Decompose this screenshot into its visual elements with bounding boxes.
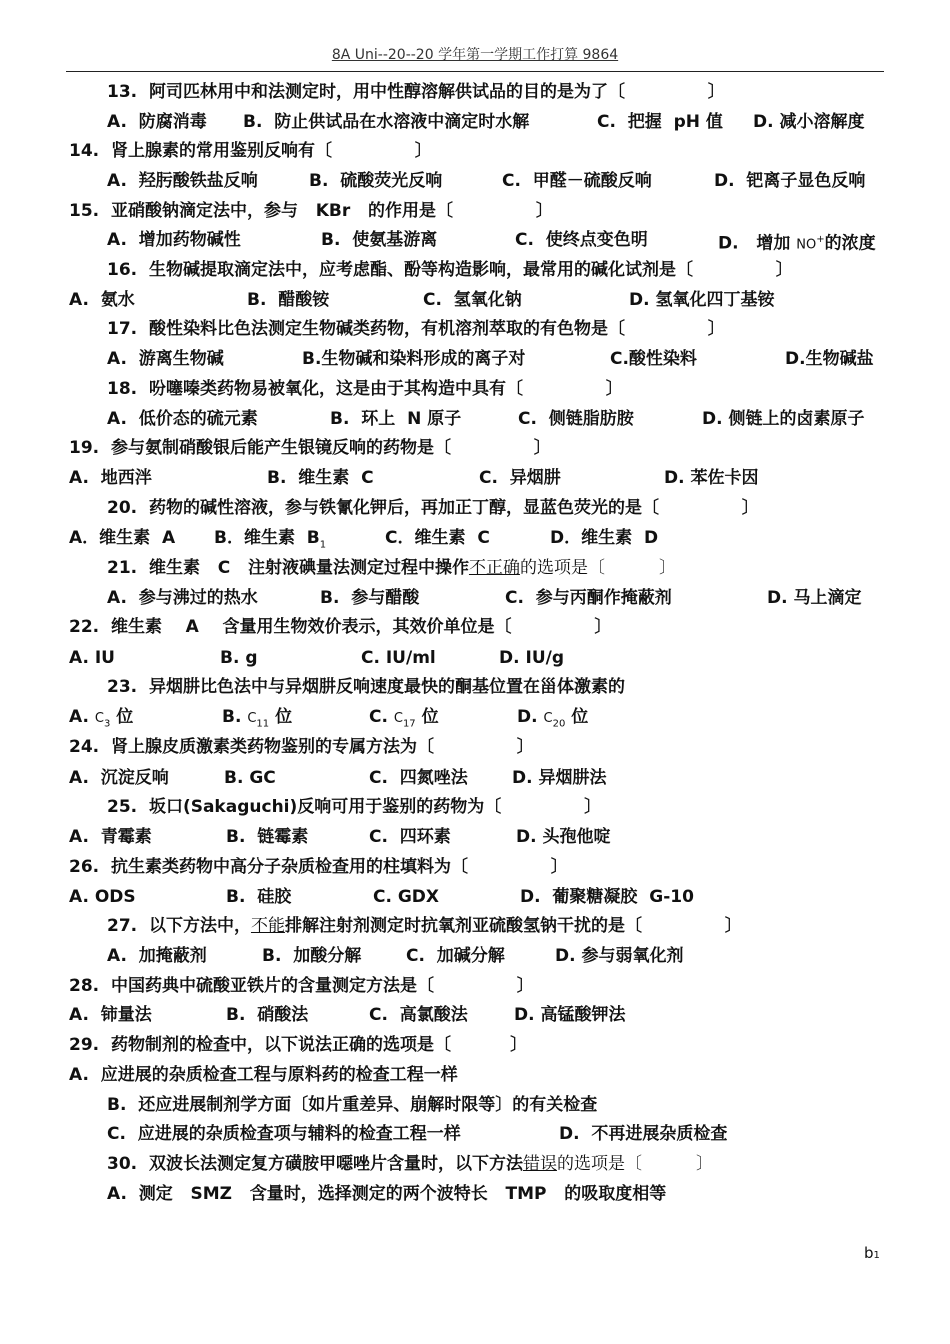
option-a: A．维生素 A — [69, 528, 176, 548]
emphasis-underline: 不正确 — [468, 558, 520, 578]
option-a: A. 青霉素 — [69, 827, 152, 847]
emphasis-underline: 不能 — [250, 916, 285, 936]
option-d: D. 侧链上的卤素原子 — [702, 409, 865, 429]
option-d: D．维生素 D — [550, 528, 659, 548]
option-b: B. 硝酸法 — [226, 1005, 309, 1025]
question-17-stem: 17. 酸性染料比色法测定生物碱类药物，有机溶剂萃取的有色物是〔 〕 — [107, 319, 725, 339]
question-19-stem: 19. 参与氨制硝酸银后能产生银镜反响的药物是〔 〕 — [69, 438, 551, 458]
option-b: B. 醋酸铵 — [247, 290, 330, 310]
question-19-options — [0, 463, 950, 493]
question-14-stem: 14. 肾上腺素的常用鉴别反响有〔 〕 — [69, 141, 432, 161]
question-21-options — [0, 583, 950, 613]
option-c: C. 应进展的杂质检查项与辅料的检查工程一样 — [107, 1124, 461, 1144]
option-c: C. $C_{17}$ 位 — [369, 707, 439, 730]
option-c: C. GDX — [373, 887, 440, 907]
question-29-option-a: A. 应进展的杂质检查工程与原料药的检查工程一样 — [69, 1065, 458, 1085]
option-a: A. $C_3$ 位 — [69, 707, 134, 730]
page-number: b1 — [864, 1244, 880, 1262]
option-c: C. 使终点变色明 — [515, 230, 648, 250]
question-27-options — [0, 941, 950, 971]
question-26-stem: 26. 抗生素类药物中高分子杂质检查用的柱填料为〔 〕 — [69, 857, 568, 877]
option-a: A. 羟肟酸铁盐反响 — [107, 171, 258, 191]
question-14-options — [0, 166, 950, 196]
option-b: B. $C_{11}$ 位 — [222, 707, 293, 730]
option-b: B. 环上 N 原子 — [330, 409, 462, 429]
option-d: D. 头孢他啶 — [516, 827, 611, 847]
option-d: D. 增加 NO+的浓度 — [718, 233, 876, 254]
question-16-stem: 16. 生物碱提取滴定法中，应考虑酯、酚等构造影响，最常用的碱化试剂是〔 〕 — [107, 260, 793, 280]
question-15-options — [0, 225, 950, 255]
question-28-stem: 28. 中国药典中硫酸亚铁片的含量测定方法是〔 〕 — [69, 976, 534, 996]
question-23-options — [0, 702, 950, 732]
option-a: A. 增加药物碱性 — [107, 230, 241, 250]
option-b: B. 链霉素 — [226, 827, 309, 847]
question-16-options — [0, 285, 950, 315]
option-d: D. 葡聚糖凝胶 G-10 — [520, 887, 694, 907]
option-b: B. GC — [224, 768, 276, 788]
question-30-stem: 30. 双波长法测定复方磺胺甲噁唑片含量时，以下方法错误的选项是〔 〕 — [107, 1154, 713, 1174]
option-a: A. 防腐消毒 — [107, 112, 207, 132]
option-c: C. 异烟肼 — [479, 468, 561, 488]
option-c: C. 加碱分解 — [406, 946, 505, 966]
question-28-options — [0, 1000, 950, 1030]
question-25-options — [0, 822, 950, 852]
option-b: B. g — [220, 648, 258, 668]
question-24-stem: 24. 肾上腺皮质激素类药物鉴别的专属方法为〔 〕 — [69, 737, 534, 757]
option-c: C. 甲醛－硫酸反响 — [502, 171, 652, 191]
question-29-option-b: B. 还应进展制剂学方面〔如片重差异、崩解时限等〕的有关检查 — [107, 1095, 598, 1115]
question-13-stem: 13. 阿司匹林用中和法测定时，用中性醇溶解供试品的目的是为了〔 〕 — [107, 82, 725, 102]
header-text: 8A Uni--20--20 学年第一学期工作打算 9864 — [331, 47, 619, 63]
option-b: B. 参与醋酸 — [320, 588, 420, 608]
option-d: D. 钯离子显色反响 — [714, 171, 866, 191]
question-22-stem: 22. 维生素 A 含量用生物效价表示，其效价单位是〔 〕 — [69, 617, 612, 637]
option-c: C. 侧链脂肪胺 — [518, 409, 634, 429]
option-b: B. 加酸分解 — [262, 946, 362, 966]
option-d: D. 氢氧化四丁基铵 — [629, 290, 775, 310]
option-c: C. 高氯酸法 — [369, 1005, 468, 1025]
option-b: B. 硅胶 — [226, 887, 292, 907]
question-30-option-a: A. 测定 SMZ 含量时，选择测定的两个波特长 TMP 的吸取度相等 — [107, 1184, 667, 1204]
question-25-stem: 25. 坂口(Sakaguchi)反响可用于鉴别的药物为〔 〕 — [107, 797, 602, 817]
question-20-options — [0, 523, 950, 553]
option-d: D. 不再进展杂质检查 — [559, 1124, 728, 1144]
option-c: C. 氢氧化钠 — [423, 290, 522, 310]
question-27-stem: 27. 以下方法中，不能排解注射剂测定时抗氧剂亚硫酸氢钠干扰的是〔 〕 — [107, 916, 742, 936]
question-18-stem: 18. 吩噻嗪类药物易被氧化，这是由于其构造中具有〔 〕 — [107, 379, 623, 399]
question-20-stem: 20. 药物的碱性溶液，参与铁氰化钾后，再加正丁醇，显蓝色荧光的是〔 〕 — [107, 498, 759, 518]
option-a: A. 沉淀反响 — [69, 768, 169, 788]
option-b: B. 使氨基游离 — [321, 230, 438, 250]
option-d: D. $C_{20}$ 位 — [517, 707, 589, 730]
emphasis-underline: 错误 — [522, 1154, 557, 1174]
option-d: D.生物碱盐 — [785, 349, 874, 369]
question-18-options — [0, 404, 950, 434]
option-b: B. 防止供试品在水溶液中滴定时水解 — [243, 112, 530, 132]
option-b: B. 维生素 C — [267, 468, 374, 488]
option-c: C.酸性染料 — [610, 349, 697, 369]
question-13-options — [0, 107, 950, 137]
question-29-stem: 29. 药物制剂的检查中，以下说法正确的选项是〔 〕 — [69, 1035, 528, 1055]
question-29-options-cd — [0, 1119, 950, 1149]
option-a: A. 氨水 — [69, 290, 135, 310]
option-a: A. ODS — [69, 887, 136, 907]
question-24-options — [0, 763, 950, 793]
option-c: C. IU/ml — [361, 648, 436, 668]
option-d: D. 异烟肼法 — [512, 768, 607, 788]
option-a: A. 地西泮 — [69, 468, 152, 488]
option-a: A. 铈量法 — [69, 1005, 152, 1025]
option-d: D. 苯佐卡因 — [664, 468, 759, 488]
option-c: C．维生素 C — [385, 528, 490, 548]
option-c: C. 四环素 — [369, 827, 451, 847]
option-d: D. 参与弱氧化剂 — [555, 946, 684, 966]
option-d: D. 高锰酸钾法 — [514, 1005, 626, 1025]
option-c: C. 参与丙酮作掩蔽剂 — [505, 588, 672, 608]
option-a: A. 参与沸过的热水 — [107, 588, 258, 608]
option-d: D. IU/g — [499, 648, 564, 668]
option-b: B．维生素 $B_1$ — [214, 528, 327, 551]
option-a: A. 游离生物碱 — [107, 349, 224, 369]
question-22-options — [0, 643, 950, 673]
question-23-stem: 23. 异烟肼比色法中与异烟肼反响速度最快的酮基位置在甾体激素的 — [107, 677, 625, 697]
question-17-options — [0, 344, 950, 374]
option-b: B. 硫酸荧光反响 — [309, 171, 443, 191]
option-d: D. 马上滴定 — [767, 588, 862, 608]
question-15-stem: 15. 亚硝酸钠滴定法中，参与 KBr 的作用是〔 〕 — [69, 201, 553, 221]
option-c: C. 四氮唑法 — [369, 768, 468, 788]
option-a: A. 低价态的硫元素 — [107, 409, 258, 429]
question-26-options — [0, 882, 950, 912]
option-a: A. 加掩蔽剂 — [107, 946, 207, 966]
option-d: D. 减小溶解度 — [753, 112, 865, 132]
option-a: A. IU — [69, 648, 115, 668]
header-rule — [66, 71, 884, 72]
question-21-stem: 21. 维生素 C 注射液碘量法测定过程中操作不正确的选项是〔 〕 — [107, 558, 676, 578]
option-b: B.生物碱和染料形成的离子对 — [302, 349, 526, 369]
page-header — [0, 44, 950, 64]
option-c: C. 把握 pH 值 — [597, 112, 723, 132]
